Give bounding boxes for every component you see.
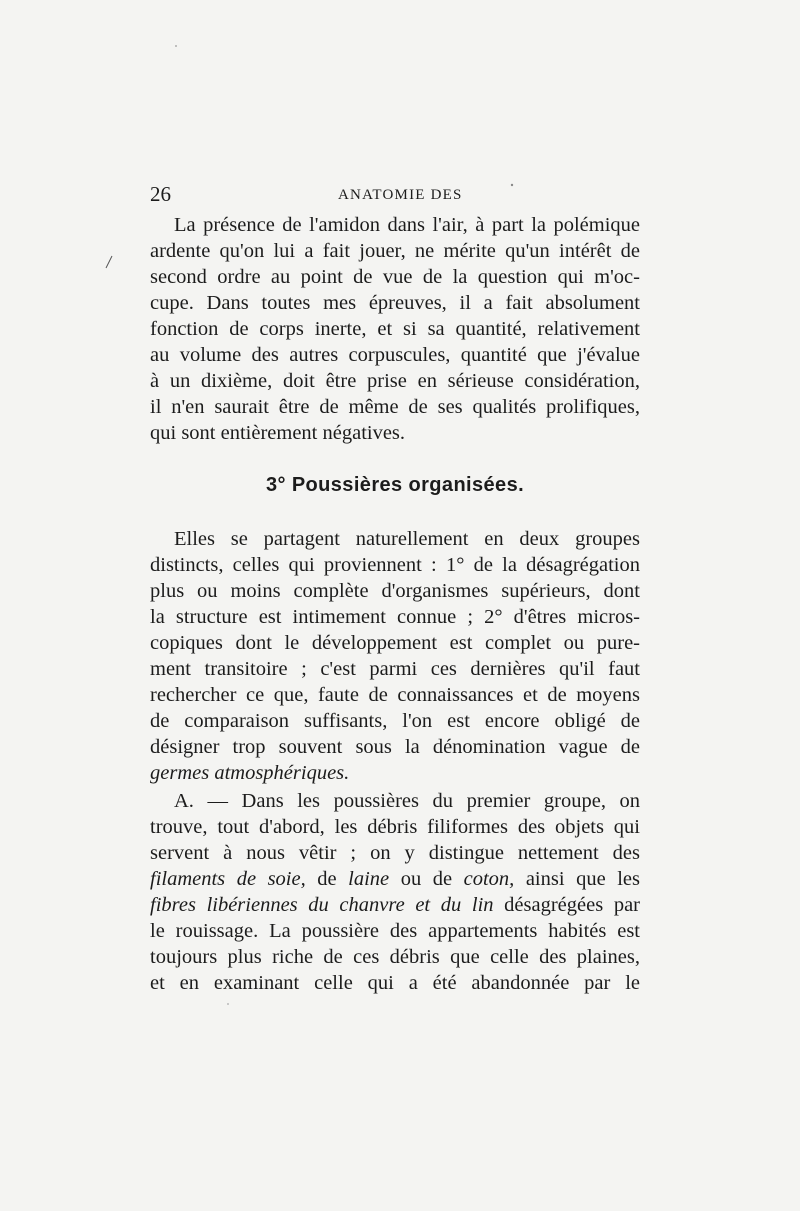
running-head	[150, 182, 640, 206]
paragraph-amidon	[150, 212, 640, 446]
italic-phrase: filaments de soie,	[150, 868, 306, 890]
text-line: et en examinant celle qui a été abandonnée par le	[150, 972, 640, 994]
paragraph-groupes	[150, 526, 640, 786]
italic-phrase: fibres libériennes du chanvre et du lin	[150, 894, 494, 916]
text-line: A. — Dans les poussières du premier groupe, on	[174, 790, 640, 812]
text-line-italic: germes atmosphériques.	[150, 762, 350, 784]
text-line: rechercher ce que, faute de connaissances et de moyens	[150, 684, 640, 706]
text-line: plus ou moins complète d'organismes supérieurs, dont	[150, 580, 640, 602]
text-line: Elles se partagent naturellement en deux groupes	[174, 528, 640, 550]
text-line: il n'en saurait être de même de ses qualités prolifiques,	[150, 396, 640, 418]
text-line: fonction de corps inerte, et si sa quantité, relativement	[150, 318, 640, 340]
italic-phrase: laine	[348, 868, 390, 890]
text-line: le rouissage. La poussière des appartements habités est	[150, 920, 640, 942]
text-line: ardente qu'on lui a fait jouer, ne mérite qu'un intérêt de	[150, 240, 640, 262]
running-title: ANATOMIE DES	[338, 187, 463, 203]
paragraph-premier-groupe	[150, 788, 640, 996]
text-line-mixed	[150, 892, 640, 918]
text-line: la structure est intimement connue ; 2° d'êtres micros-	[150, 606, 640, 628]
text-line: distincts, celles qui proviennent : 1° de la désagrégation	[150, 554, 640, 576]
italic-phrase: coton,	[463, 868, 515, 890]
text-line: de comparaison suffisants, l'on est encore obligé de	[150, 710, 640, 732]
section-heading: 3° Poussières organisées.	[265, 474, 525, 496]
text-line: trouve, tout d'abord, les débris filiformes des objets qui	[150, 816, 640, 838]
text-run: désagrégées par	[493, 894, 640, 916]
text-line: copiques dont le développement est complet ou pure-	[150, 632, 640, 654]
text-run: ou de	[389, 868, 464, 890]
speck	[175, 45, 177, 47]
text-line: servent à nous vêtir ; on y distingue nettement des	[150, 842, 640, 864]
text-line: à un dixième, doit être prise en sérieuse considération,	[150, 370, 640, 392]
text-line: ment transitoire ; c'est parmi ces dernières qu'il faut	[150, 658, 640, 680]
page-number: 26	[150, 182, 171, 206]
margin-mark	[106, 256, 112, 268]
text-line: La présence de l'amidon dans l'air, à part la polémique	[174, 214, 640, 236]
text-run: de	[305, 868, 349, 890]
text-line: second ordre au point de vue de la question qui m'oc-	[150, 266, 640, 288]
text-line-mixed	[150, 866, 640, 892]
text-line: toujours plus riche de ces débris que celle des plaines,	[150, 946, 640, 968]
text-line: cupe. Dans toutes mes épreuves, il a fait absolument	[150, 292, 640, 314]
text-line: qui sont entièrement négatives.	[150, 422, 406, 444]
text-line: au volume des autres corpuscules, quantité que j'évalue	[150, 344, 640, 366]
text-run: ainsi que les	[514, 868, 640, 890]
text-line: désigner trop souvent sous la dénomination vague de	[150, 736, 640, 758]
speck	[227, 1003, 229, 1005]
